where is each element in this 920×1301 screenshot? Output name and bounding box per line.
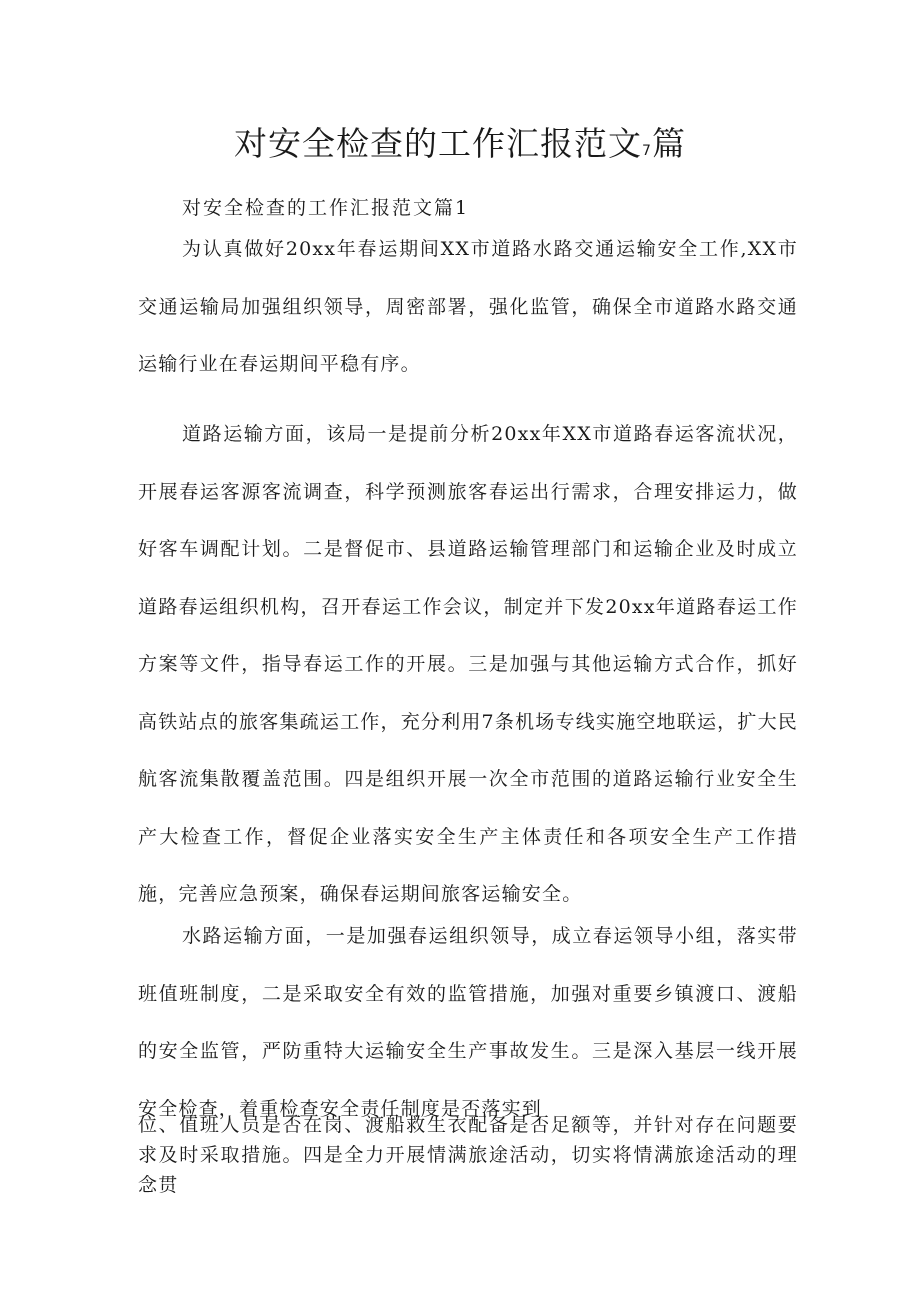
title-suffix-text: 篇 bbox=[651, 124, 686, 163]
paragraph-continuation: 位、值班人员是否在岗、渡船救生衣配备是否足额等，并针对存在问题要求及时采取措施。四是全力开展情满旅途活动，切实将情满旅途活动的理念贯 bbox=[138, 1114, 798, 1196]
paragraph-intro: 为认真做好20xx年春运期间XX市道路水路交通运输安全工作,XX市交通运输局加强组织领导，周密部署，强化监管，确保全市道路水路交通运输行业在春运期间平稳有序。 bbox=[138, 238, 798, 375]
title-main-text: 对安全检查的工作汇报范文 bbox=[234, 124, 643, 163]
section-heading: 对安全检查的工作汇报范文篇1 bbox=[182, 197, 470, 219]
paragraph-road-transport: 道路运输方面，该局一是提前分析20xx年XX市道路春运客流状况，开展春运客源客流调查，科学预测旅客春运出行需求，合理安排运力，做好客车调配计划。二是督促市、县道路运输管理部门和运输企业及时成立道路春运组织机构，召开春运工作会议，制定并下发20xx年道路春运工作方案等文件，指导春运工作的开展。三是加强与其他运输方式合作，抓好高铁站点的旅客集疏运工作，充分利用7条机场专线实施空地联运，扩大民航客流集散覆盖范围。四是组织开展一次全市范围的道路运输行业安全生产大检查工作，督促企业落实安全生产主体责任和各项安全生产工作措施，完善应急预案，确保春运期间旅客运输安全。 bbox=[138, 423, 798, 905]
document-title bbox=[0, 118, 920, 177]
paragraph-water-transport: 水路运输方面，一是加强春运组织领导，成立春运领导小组，落实带班值班制度，二是采取安全有效的监管措施，加强对重要乡镇渡口、渡船的安全监管，严防重特大运输安全生产事故发生。三是深入基层一线开展安全检查，着重检查安全责任制度是否落实到 bbox=[138, 925, 798, 1120]
title-number: 7 bbox=[642, 143, 652, 159]
